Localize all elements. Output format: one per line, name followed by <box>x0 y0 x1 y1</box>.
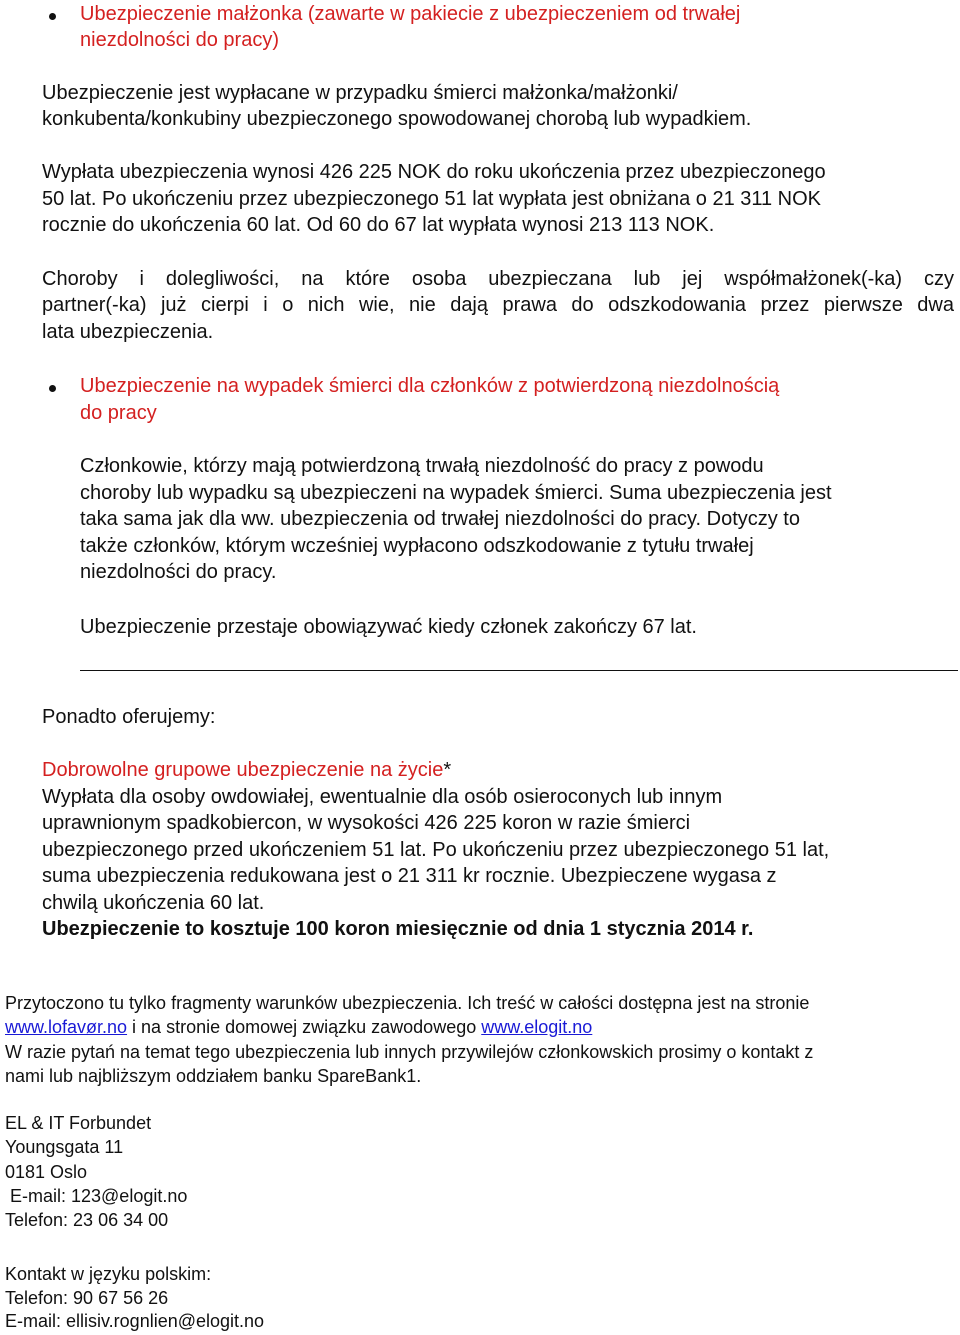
contact-street: Youngsgata 11 <box>5 1137 124 1157</box>
footer-line2-text: i na stronie domowej związku zawodowego <box>127 1017 482 1037</box>
bullet-section1 <box>49 13 56 20</box>
lofavor-link[interactable]: www.lofavør.no <box>5 1017 128 1037</box>
offer-line5: chwilą ukończenia 60 lat. <box>42 892 265 914</box>
section2-p1-line5: niezdolności do pracy. <box>80 561 277 583</box>
footer-line1: Przytoczono tu tylko fragmenty warunków ubezpieczenia. Ich treść w całości dostępna jest na stronie <box>5 993 810 1013</box>
section1-p2-line2: 50 lat. Po ukończeniu przez ubezpieczonego 51 lat wypłata jest obniżana o 21 311 NOK <box>42 188 822 210</box>
footer-line2 <box>5 1015 592 1040</box>
bullet-section2 <box>49 385 56 392</box>
contact-phone: Telefon: 23 06 34 00 <box>5 1210 169 1230</box>
contact-org: EL & IT Forbundet <box>5 1113 152 1133</box>
elogit-link[interactable]: www.elogit.no <box>481 1017 593 1037</box>
section2-heading-line2: do pracy <box>80 402 157 424</box>
offer-title-row <box>42 757 451 784</box>
section1-p2-line3: rocznie do ukończenia 60 lat. Od 60 do 67 lat wypłata wynosi 213 113 NOK. <box>42 214 715 236</box>
section2-p1-line1: Członkowie, którzy mają potwierdzoną trwałą niezdolność do pracy z powodu <box>80 455 764 477</box>
section1-p1-line2: konkubenta/konkubiny ubezpieczonego spowodowanej chorobą lub wypadkiem. <box>42 108 752 130</box>
section1-heading-line2: niezdolności do pracy) <box>80 29 279 51</box>
offer-title: Dobrowolne grupowe ubezpieczenie na życie <box>42 759 444 781</box>
section1-heading-line1: Ubezpieczenie małżonka (zawarte w pakiecie z ubezpieczeniem od trwałej <box>80 3 741 25</box>
footer-line3: W razie pytań na temat tego ubezpieczenia lub innych przywilejów członkowskich prosimy o kontakt z <box>5 1042 814 1062</box>
polish-contact-email: E-mail: ellisiv.rognlien@elogit.no <box>5 1311 265 1331</box>
offer-line2: uprawnionym spadkobiercon, w wysokości 426 225 koron w razie śmierci <box>42 812 691 834</box>
offer-title-star: * <box>443 759 452 781</box>
offer-line3: ubezpieczonego przed ukończeniem 51 lat. Po ukończeniu przez ubezpieczonego 51 lat, <box>42 839 830 861</box>
offer-cost: Ubezpieczenie to kosztuje 100 koron miesięcznie od dnia 1 stycznia 2014 r. <box>42 918 754 940</box>
polish-contact-heading: Kontakt w języku polskim: <box>5 1264 212 1284</box>
section1-p3-line3: lata ubezpieczenia. <box>42 321 214 343</box>
offer-line1: Wypłata dla osoby owdowiałej, ewentualnie dla osób osieroconych lub innym <box>42 786 723 808</box>
contact-city: 0181 Oslo <box>5 1162 88 1182</box>
section1-p1-line1: Ubezpieczenie jest wypłacane w przypadku śmierci małżonka/małżonki/ <box>42 82 678 104</box>
section2-p2: Ubezpieczenie przestaje obowiązywać kiedy członek zakończy 67 lat. <box>80 616 697 638</box>
section1-p3-line2: partner(-ka) już cierpi i o nich wie, nie dają prawa do odszkodowania przez pierwsze dwa <box>42 294 954 316</box>
section2-p1-line2: choroby lub wypadku są ubezpieczeni na wypadek śmierci. Suma ubezpieczenia jest <box>80 482 832 504</box>
section2-heading-line1: Ubezpieczenie na wypadek śmierci dla członków z potwierdzoną niezdolnością <box>80 375 780 397</box>
section1-p3-line1: Choroby i dolegliwości, na które osoba ubezpieczana lub jej współmałżonek(-ka) czy <box>42 268 954 290</box>
polish-contact-phone: Telefon: 90 67 56 26 <box>5 1288 169 1308</box>
contact-email: E-mail: 123@elogit.no <box>5 1186 188 1206</box>
section2-p1-line4: także członków, którym wcześniej wypłacono odszkodowanie z tytułu trwałej <box>80 535 754 557</box>
footer-line4: nami lub najbliższym oddziałem banku SpareBank1. <box>5 1066 422 1086</box>
offer-line4: suma ubezpieczenia redukowana jest o 21 311 kr rocznie. Ubezpieczene wygasa z <box>42 865 777 887</box>
section2-p1-line3: taka sama jak dla ww. ubezpieczenia od trwałej niezdolności do pracy. Dotyczy to <box>80 508 800 530</box>
offer-heading: Ponadto oferujemy: <box>42 706 216 728</box>
horizontal-rule <box>80 670 958 671</box>
section1-p2-line1: Wypłata ubezpieczenia wynosi 426 225 NOK do roku ukończenia przez ubezpieczonego <box>42 161 826 183</box>
